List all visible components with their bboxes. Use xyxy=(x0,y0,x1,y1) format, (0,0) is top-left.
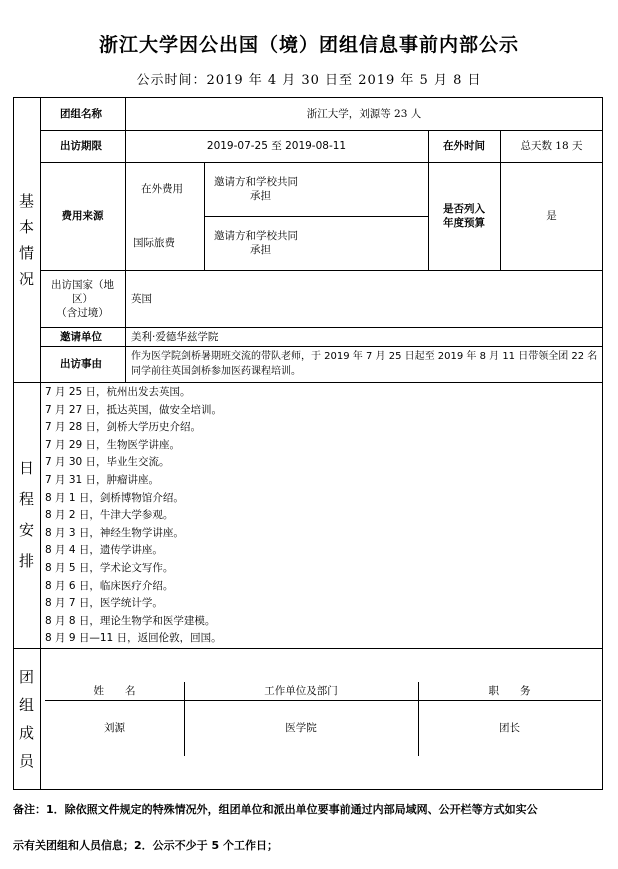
member-header-unit: 工作单位及部门 xyxy=(264,685,338,697)
list-item: 7 月 29 日，生物医学讲座。 xyxy=(45,438,181,451)
list-item: 7 月 28 日，剑桥大学历史介绍。 xyxy=(45,421,202,434)
abroad-time-label: 在外时间 xyxy=(443,140,485,152)
country-value: 英国 xyxy=(131,292,152,305)
period-label: 出访期限 xyxy=(60,140,102,152)
list-item: 8 月 9 日—11 日，返回伦敦，回国。 xyxy=(45,632,222,645)
page-title: 浙江大学因公出国（境）团组信息事前内部公示 xyxy=(98,34,519,56)
list-item: 8 月 6 日，临床医疗介绍。 xyxy=(45,579,174,592)
abroad-time-value: 总天数 18 天 xyxy=(520,140,583,152)
group-name-label: 团组名称 xyxy=(60,107,102,120)
schedule-list xyxy=(45,384,605,648)
reason-value: 作为医学院剑桥暑期班交流的带队老师，于 2019 年 7 月 25 日起至 2019 年 8 月 11 日带领全团 22 名同学前往英国剑桥参加医药课程培训。 xyxy=(131,351,598,377)
list-item: 7 月 31 日，肿瘤讲座。 xyxy=(45,473,160,486)
country-label: 出访国家（地 区） （含过境） xyxy=(51,278,114,319)
budget-value: 是 xyxy=(546,210,557,222)
budget-label: 是否列入 年度预算 xyxy=(443,203,485,229)
inviter-value: 美利·爱德华兹学院 xyxy=(131,330,219,343)
list-item: 8 月 5 日，学术论文写作。 xyxy=(45,561,174,574)
list-item: 8 月 8 日，理论生物学和医学建模。 xyxy=(45,614,216,627)
schedule-section-label: 日 程 安 排 xyxy=(18,459,34,570)
list-item: 8 月 7 日，医学统计学。 xyxy=(45,597,163,610)
note-line-1: 备注：1．除依照文件规定的特殊情况外，组团单位和派出单位要事前通过内部局域网、公开栏等方式如实公 xyxy=(13,803,538,816)
funding-label: 费用来源 xyxy=(61,210,104,222)
period-value: 2019-07-25 至 2019-08-11 xyxy=(206,140,347,152)
member-position: 团长 xyxy=(499,722,520,734)
publish-period: 公示时间：2019 年 4 月 30 日至 2019 年 5 月 8 日 xyxy=(136,73,482,88)
list-item: 7 月 25 日，杭州出发去英国。 xyxy=(45,386,191,398)
note-line-2: 示有关团组和人员信息；2．公示不少于 5 个工作日； xyxy=(13,839,278,852)
member-header-position: 职 务 xyxy=(488,685,531,697)
inviter-label: 邀请单位 xyxy=(60,330,102,343)
list-item: 8 月 2 日，牛津大学参观。 xyxy=(45,509,174,522)
members-section-label: 团 组 成 员 xyxy=(18,668,34,770)
list-item: 8 月 3 日，神经生物学讲座。 xyxy=(45,526,184,539)
list-item: 7 月 30 日，毕业生交流。 xyxy=(45,456,170,469)
section-divider xyxy=(13,382,603,383)
list-item: 8 月 1 日，剑桥博物馆介绍。 xyxy=(45,491,184,504)
member-name: 刘源 xyxy=(104,722,125,734)
list-item: 7 月 27 日，抵达英国，做安全培训。 xyxy=(45,403,223,416)
basic-info-section-label: 基 本 情 况 xyxy=(18,191,34,288)
reason-label: 出访事由 xyxy=(60,358,102,370)
section-divider xyxy=(13,648,603,649)
group-name-value: 浙江大学，刘源等 23 人 xyxy=(306,107,422,120)
abroad-cost-value: 邀请方和学校共同 承担 xyxy=(214,176,298,202)
list-item: 8 月 4 日，遗传学讲座。 xyxy=(45,544,163,557)
abroad-cost-label: 在外费用 xyxy=(141,183,183,195)
col-divider xyxy=(40,382,41,790)
travel-cost-value: 邀请方和学校共同 承担 xyxy=(214,230,298,256)
member-header-name: 姓 名 xyxy=(93,685,136,697)
travel-cost-label: 国际旅费 xyxy=(133,237,175,249)
member-unit: 医学院 xyxy=(285,722,317,734)
